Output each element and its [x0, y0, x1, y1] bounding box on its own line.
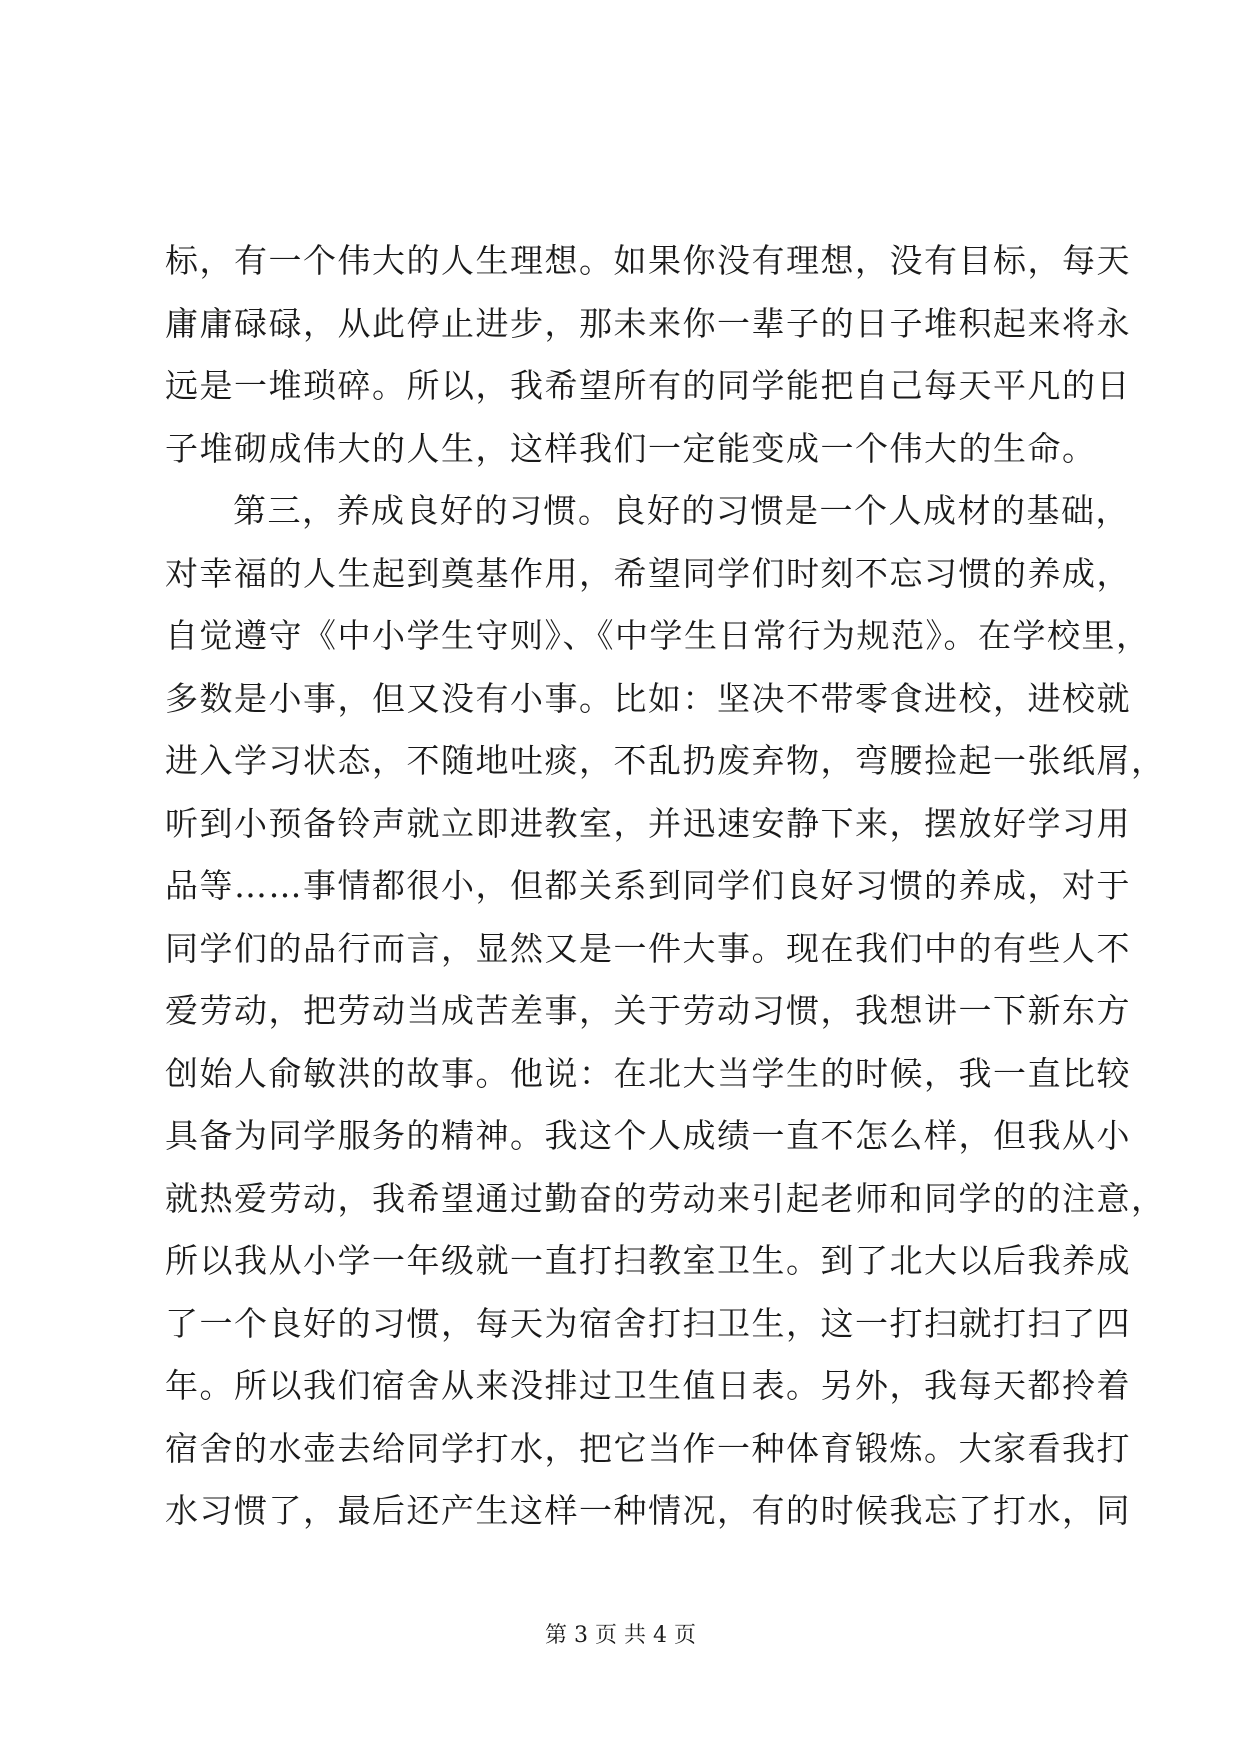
text-line: 同学们的品行而言，显然又是一件大事。现在我们中的有些人不 — [165, 928, 1131, 968]
text-line: 品等……事情都很小，但都关系到同学们良好习惯的养成，对于 — [165, 866, 1131, 905]
text-line: 年。所以我们宿舍从来没排过卫生值日表。另外，我每天都拎着 — [165, 1366, 1131, 1405]
text-line: 标，有一个伟大的人生理想。如果你没有理想，没有目标，每天 — [165, 241, 1131, 280]
text-line: 远是一堆琐碎。所以，我希望所有的同学能把自己每天平凡的日 — [165, 366, 1131, 405]
text-line: 对幸福的人生起到奠基作用，希望同学们时刻不忘习惯的养成， — [165, 553, 1131, 593]
page-number-footer: 第 3 页 共 4 页 — [545, 1623, 696, 1648]
paragraph-start-line: 第三，养成良好的习惯。良好的习惯是一个人成材的基础， — [233, 491, 1130, 530]
text-line: 宿舍的水壶去给同学打水，把它当作一种体育锻炼。大家看我打 — [165, 1428, 1131, 1468]
text-line: 具备为同学服务的精神。我这个人成绩一直不怎么样，但我从小 — [165, 1116, 1131, 1155]
text-line: 子堆砌成伟大的人生，这样我们一定能变成一个伟大的生命。 — [165, 428, 1097, 468]
text-line: 就热爱劳动，我希望通过勤奋的劳动来引起老师和同学的的注意， — [165, 1178, 1166, 1218]
document-body — [165, 230, 1166, 1543]
text-line: 所以我从小学一年级就一直打扫教室卫生。到了北大以后我养成 — [165, 1241, 1131, 1280]
text-line: 庸庸碌碌，从此停止进步，那未来你一辈子的日子堆积起来将永 — [165, 303, 1131, 343]
text-line: 进入学习状态，不随地吐痰，不乱扔废弃物，弯腰捡起一张纸屑， — [165, 741, 1166, 780]
text-line: 水习惯了，最后还产生这样一种情况，有的时候我忘了打水，同 — [165, 1491, 1131, 1530]
text-line: 自觉遵守《中小学生守则》、《中学生日常行为规范》。在学校里， — [165, 616, 1151, 655]
text-line: 爱劳动，把劳动当成苦差事，关于劳动习惯，我想讲一下新东方 — [165, 991, 1131, 1030]
text-line: 多数是小事，但又没有小事。比如：坚决不带零食进校，进校就 — [165, 678, 1131, 718]
text-line: 听到小预备铃声就立即进教室，并迅速安静下来，摆放好学习用 — [165, 803, 1131, 843]
text-line: 了一个良好的习惯，每天为宿舍打扫卫生，这一打扫就打扫了四 — [165, 1303, 1131, 1343]
text-line: 创始人俞敏洪的故事。他说：在北大当学生的时候，我一直比较 — [165, 1053, 1131, 1093]
